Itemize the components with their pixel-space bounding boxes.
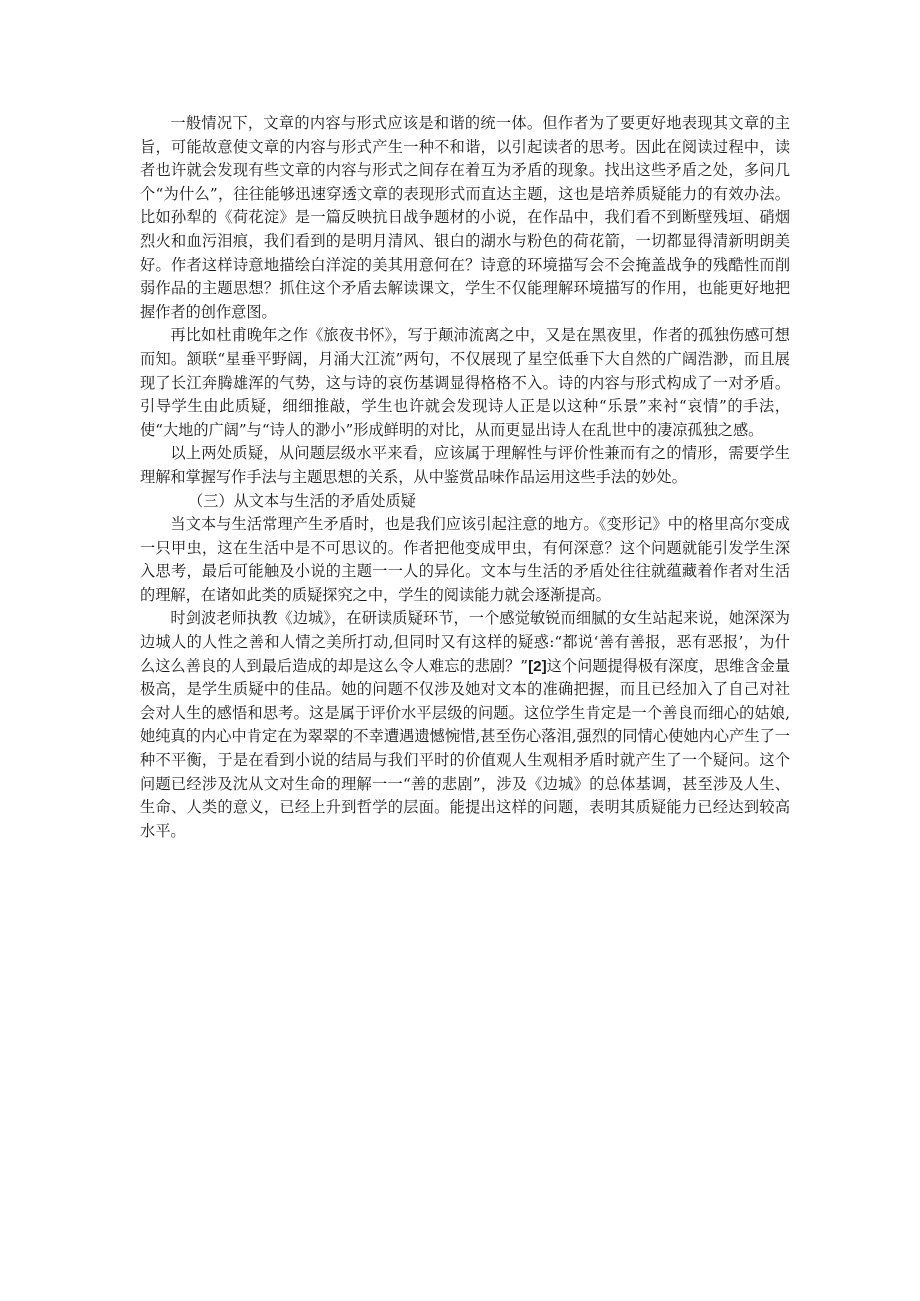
paragraph-text-after-reference: 这个问题提得极有深度，思维含金量极高，是学生质疑中的佳品。她的问题不仅涉及她对文本的准确把握，而且已经加入了自己对社会对人生的感悟和思考。这是属于评价水平层级的问题。这位学生肯定是一个善良而细心的姑娘,她纯真的内心中肯定在为翠翠的不幸遭遇遗憾惋惜,甚至伤心落泪,强烈的同情心使她内心产生了一种不平衡，于是在看到小说的结局与我们平时的价值观人生观相矛盾时就产生了一个疑问。这个问题已经涉及沈从文对生命的理解一一“善的悲剧”，涉及《边城》的总体基调，甚至涉及人生、生命、人类的意义，已经上升到哲学的层面。能提出这样的问题，表明其质疑能力已经达到较高水平。 xyxy=(140,656,791,840)
paragraph-du-fu-example: 再比如杜甫晚年之作《旅夜书怀》，写于颠沛流离之中，又是在黑夜里，作者的孤独伤感可想而知。颔联“星垂平野阔，月涌大江流”两句，不仅展现了星空低垂下大自然的广阔浩渺，而且展现了长江奔腾雄浑的气势，这与诗的哀伤基调显得格格不入。诗的内容与形式构成了一对矛盾。引导学生由此质疑，细细推敲，学生也许就会发现诗人正是以这种“乐景”来衬“哀情”的手法，使“大地的广阔”与“诗人的渺小”形成鲜明的对比，从而更显出诗人在乱世中的凄凉孤独之感。 xyxy=(140,326,790,439)
section-heading: （三）从文本与生活的矛盾处质疑 xyxy=(188,491,416,510)
reference-marker: [2] xyxy=(528,657,547,675)
paragraph-text-life-contradiction: 当文本与生活常理产生矛盾时，也是我们应该引起注意的地方。《变形记》中的格里高尔变成一只甲虫，这在生活中是不可思议的。作者把他变成甲虫，有何深意？这个问题就能引发学生深入思考，最后可能触及小说的主题一一人的异化。文本与生活的矛盾处往往就蕴藏着作者对生活的理解，在诸如此类的质疑探究之中，学生的阅读能力就会逐渐提高。 xyxy=(140,515,790,604)
paragraph-summary: 以上两处质疑，从问题层级水平来看，应该属于理解性与评价性兼而有之的情形，需要学生理解和掌握写作手法与主题思想的关系，从中鉴赏品味作品运用这些手法的妙处。 xyxy=(140,444,790,486)
paragraph-text-before-reference: 时剑波老师执教《边城》，在研读质疑环节，一个感觉敏锐而细腻的女生站起来说，她深深为边城人的人性之善和人情之美所打动,但同时又有这样的疑惑:“都说‘善有善报，恶有恶报’，为什么这么善良的人到最后造成的却是这么令人难忘的悲剧？” xyxy=(140,609,790,675)
document-body xyxy=(140,112,790,843)
paragraph-content-form-contradiction: 一般情况下，文章的内容与形式应该是和谐的统一体。但作者为了要更好地表现其文章的主旨，可能故意使文章的内容与形式产生一种不和谐，以引起读者的思考。因此在阅读过程中，读者也许就会发现有些文章的内容与形式之间存在着互为矛盾的现象。找出这些矛盾之处，多问几个“为什么”，往往能够迅速穿透文章的表现形式而直达主题，这也是培养质疑能力的有效办法。比如孙犁的《荷花淀》是一篇反映抗日战争题材的小说，在作品中，我们看不到断壁残垣、硝烟烈火和血污泪痕，我们看到的是明月清风、银白的湖水与粉色的荷花箭，一切都显得清新明朗美好。作者这样诗意地描绘白洋淀的美其用意何在？诗意的环境描写会不会掩盖战争的残酷性而削弱作品的主题思想？抓住这个矛盾去解读课文，学生不仅能理解环境描写的作用，也能更好地把握作者的创作意图。 xyxy=(140,114,790,321)
paragraph-border-town-example xyxy=(140,607,790,843)
